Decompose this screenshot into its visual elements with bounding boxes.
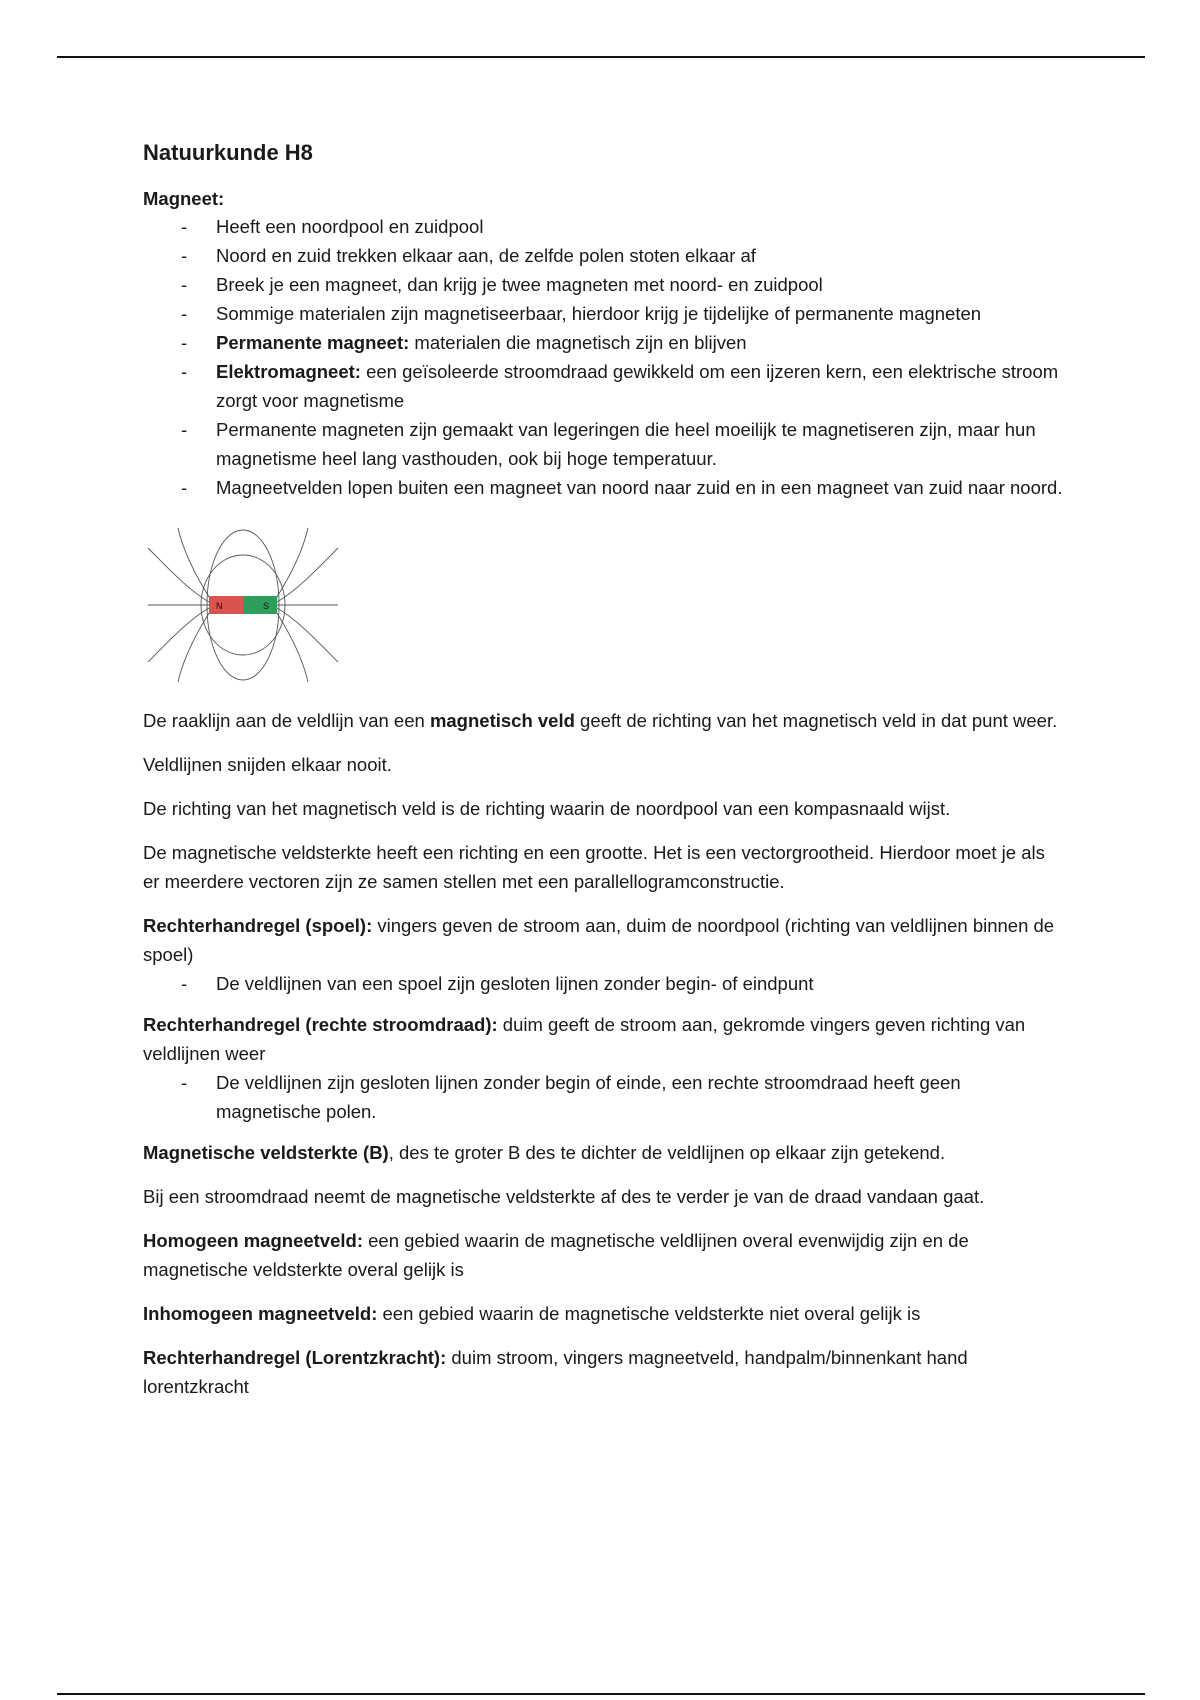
list-item: - Permanente magneten zijn gemaakt van legeringen die heel moeilijk te magnetiseren zijn, maar hun magnetisme heel lang vasthouden, ook bij hoge temperatuur. — [143, 415, 1063, 473]
list-item: - Heeft een noordpool en zuidpool — [143, 212, 1063, 241]
draad-list — [143, 1068, 1063, 1126]
richting-paragraph: De richting van het magnetisch veld is de richting waarin de noordpool van een kompasnaald wijst. — [143, 798, 951, 820]
veldsterkte-paragraph: De magnetische veldsterkte heeft een richting en een grootte. Het is een vectorgrootheid. Hierdoor moet je als er meerdere vectoren zijn ze samen stellen met een parallellogramconstructie. — [143, 842, 1045, 893]
north-label: N — [216, 601, 223, 612]
magneet-heading: Magneet: — [143, 188, 225, 210]
homogeen-paragraph: Homogeen magneetveld: een gebied waarin de magnetische veldlijnen overal evenwijdig zijn en de magnetische veldsterkte overal gelijk is — [143, 1230, 969, 1281]
b-paragraph: Magnetische veldsterkte (B), des te groter B des te dichter de veldlijnen op elkaar zijn getekend. — [143, 1142, 946, 1164]
spoel-paragraph: Rechterhandregel (spoel): vingers geven de stroom aan, duim de noordpool (richting van veldlijnen binnen de spoel) — [143, 915, 1055, 966]
list-item: - De veldlijnen van een spoel zijn gesloten lijnen zonder begin- of eindpunt — [143, 969, 1063, 998]
magnetic-field-diagram — [143, 520, 343, 690]
list-item: - Noord en zuid trekken elkaar aan, de zelfde polen stoten elkaar af — [143, 241, 1063, 270]
inhomogeen-paragraph: Inhomogeen magneetveld: een gebied waarin de magnetische veldsterkte niet overal gelijk is — [143, 1303, 921, 1325]
raaklijn-paragraph: De raaklijn aan de veldlijn van een magnetisch veld geeft de richting van het magnetisch veld in dat punt weer. — [143, 710, 1058, 732]
snijden-paragraph: Veldlijnen snijden elkaar nooit. — [143, 754, 392, 776]
page-title: Natuurkunde H8 — [143, 140, 313, 165]
list-item: - Breek je een magneet, dan krijg je twee magneten met noord- en zuidpool — [143, 270, 1063, 299]
draad-paragraph: Rechterhandregel (rechte stroomdraad): duim geeft de stroom aan, gekromde vingers geven richting van veldlijnen weer — [143, 1014, 1026, 1065]
list-item: - Sommige materialen zijn magnetiseerbaar, hierdoor krijg je tijdelijke of permanente magneten — [143, 299, 1063, 328]
south-pole — [243, 596, 277, 614]
north-pole — [209, 596, 243, 614]
list-item: - Magneetvelden lopen buiten een magneet van noord naar zuid en in een magneet van zuid naar noord. — [143, 473, 1063, 502]
stroomdraad-paragraph: Bij een stroomdraad neemt de magnetische veldsterkte af des te verder je van de draad vandaan gaat. — [143, 1186, 985, 1208]
bottom-rule — [57, 1693, 1145, 1695]
list-item: - Elektromagneet: een geïsoleerde stroomdraad gewikkeld om een ijzeren kern, een elektrische stroom zorgt voor magnetisme — [143, 357, 1063, 415]
document-body — [143, 140, 1063, 1416]
spoel-list — [143, 969, 1063, 998]
top-rule — [57, 56, 1145, 58]
list-item: - De veldlijnen zijn gesloten lijnen zonder begin of einde, een rechte stroomdraad heeft geen magnetische polen. — [143, 1068, 1063, 1126]
south-label: S — [263, 601, 270, 612]
magneet-list — [143, 212, 1063, 502]
lorentz-paragraph: Rechterhandregel (Lorentzkracht): duim stroom, vingers magneetveld, handpalm/binnenkant hand lorentzkracht — [143, 1347, 968, 1398]
list-item: - Permanente magneet: materialen die magnetisch zijn en blijven — [143, 328, 1063, 357]
